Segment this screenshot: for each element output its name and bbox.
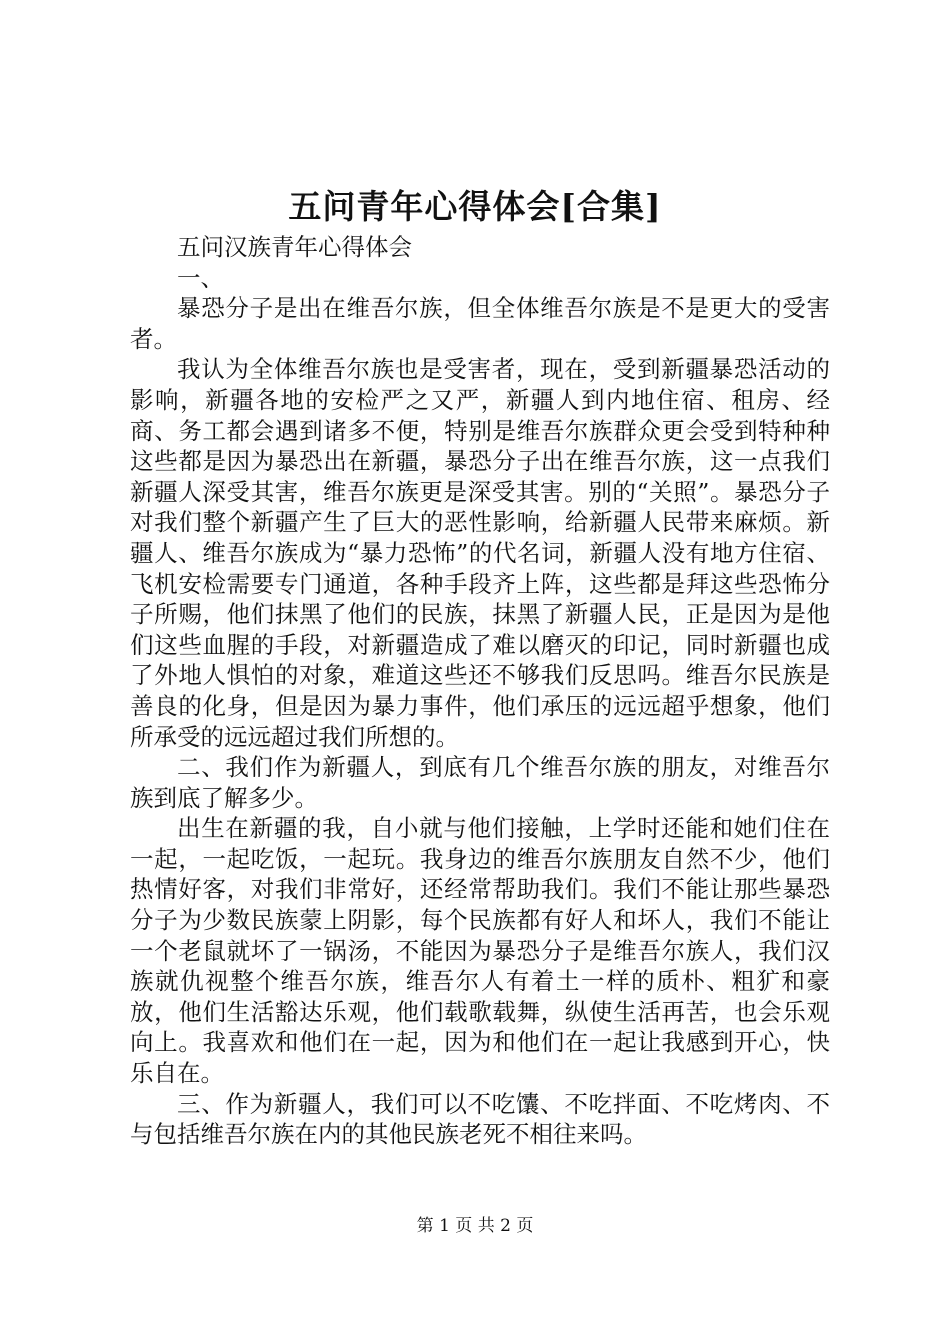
body-paragraph: 二、我们作为新疆人，到底有几个维吾尔族的朋友，对维吾尔族到底了解多少。 bbox=[130, 753, 830, 812]
body-paragraph: 三、作为新疆人，我们可以不吃馕、不吃拌面、不吃烤肉、不与包括维吾尔族在内的其他民族老死不相往来吗。 bbox=[130, 1089, 830, 1149]
page-footer: 第 1 页 共 2 页 bbox=[416, 1216, 534, 1236]
section-marker-paragraph: 一、 bbox=[177, 263, 224, 292]
document-body bbox=[130, 232, 830, 1150]
body-paragraph: 暴恐分子是出在维吾尔族，但全体维吾尔族是不是更大的受害者。 bbox=[130, 294, 830, 353]
body-paragraph: 我认为全体维吾尔族也是受害者，现在，受到新疆暴恐活动的影响，新疆各地的安检严之又严，新疆人到内地住宿、租房、经商、务工都会遇到诸多不便，特别是维吾尔族群众更会受到特种种这些都是因为暴恐出在新疆，暴恐分子出在维吾尔族，这一点我们新疆人深受其害，维吾尔族更是深受其害。别的“关照”。暴恐分子对我们整个新疆产生了巨大的恶性影响，给新疆人民带来麻烦。新疆人、维吾尔族成为“暴力恐怖”的代名词，新疆人没有地方住宿、飞机安检需要专门通道，各种手段齐上阵，这些都是拜这些恐怖分子所赐，他们抹黑了他们的民族，抹黑了新疆人民，正是因为是他们这些血腥的手段，对新疆造成了难以磨灭的印记，同时新疆也成了外地人惧怕的对象，难道这些还不够我们反思吗。维吾尔民族是善良的化身，但是因为暴力事件，他们承压的远远超乎想象，他们所承受的远远超过我们所想的。 bbox=[130, 355, 830, 751]
subtitle-paragraph: 五问汉族青年心得体会 bbox=[177, 233, 412, 261]
body-paragraph: 出生在新疆的我，自小就与他们接触，上学时还能和她们住在一起，一起吃饭，一起玩。我身边的维吾尔族朋友自然不少，他们热情好客，对我们非常好，还经常帮助我们。我们不能让那些暴恐分子为少数民族蒙上阴影，每个民族都有好人和坏人，我们不能让一个老鼠就坏了一锅汤，不能因为暴恐分子是维吾尔族人，我们汉族就仇视整个维吾尔族，维吾尔人有着土一样的质朴、粗犷和豪放，他们生活豁达乐观，他们载歌载舞，纵使生活再苦，也会乐观向上。我喜欢和他们在一起，因为和他们在一起让我感到开心，快乐自在。 bbox=[130, 814, 830, 1088]
document-title: 五问青年心得体会[合集] bbox=[288, 187, 662, 226]
